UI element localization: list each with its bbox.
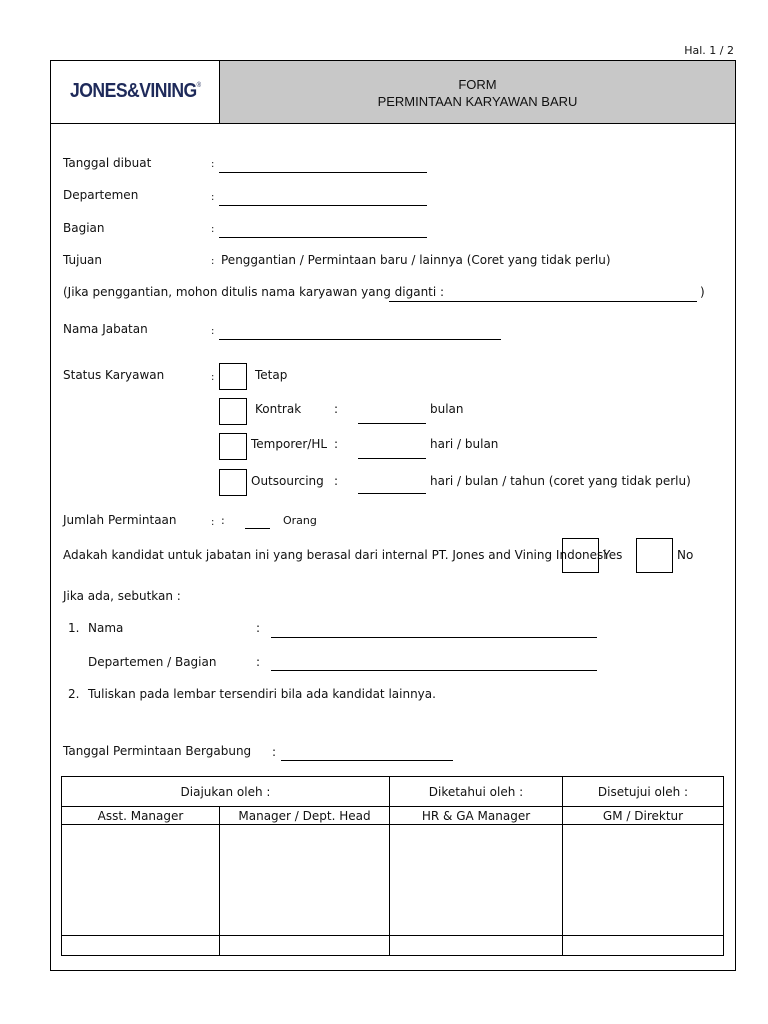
signature-name-cell[interactable] (220, 936, 390, 956)
signature-cell[interactable] (563, 825, 724, 936)
temporer-suffix: hari / bulan (430, 437, 499, 451)
colon: : (211, 224, 215, 235)
colon: : (211, 326, 215, 337)
internal-question: Adakah kandidat untuk jabatan ini yang berasal dari internal PT. Jones and Vining Indonesi (63, 548, 607, 562)
role-gm: GM / Direktur (563, 807, 724, 825)
role-asst-manager: Asst. Manager (62, 807, 220, 825)
group-diajukan: Diajukan oleh : (62, 777, 390, 807)
close-paren: ) (700, 285, 705, 299)
colon: : (256, 621, 261, 635)
group-disetujui: Disetujui oleh : (563, 777, 724, 807)
departemen-field[interactable] (219, 205, 427, 206)
signature-name-cell[interactable] (390, 936, 563, 956)
signature-name-cell[interactable] (563, 936, 724, 956)
checkbox-outsourcing[interactable] (219, 469, 247, 496)
group-diketahui: Diketahui oleh : (390, 777, 563, 807)
colon: : (221, 514, 225, 527)
jumlah-field[interactable] (245, 528, 270, 529)
label-tujuan: Tujuan (63, 253, 103, 267)
candidate-nama-field[interactable] (271, 637, 597, 638)
signature-cell[interactable] (62, 825, 220, 936)
kontrak-duration-field[interactable] (358, 423, 426, 424)
temporer-duration-field[interactable] (358, 458, 426, 459)
label-tanggal-bergabung: Tanggal Permintaan Bergabung (63, 744, 252, 758)
label-tanggal-dibuat: Tanggal dibuat (63, 156, 152, 170)
checkbox-no[interactable] (636, 538, 673, 573)
checkbox-tetap[interactable] (219, 363, 247, 390)
tanggal-dibuat-field[interactable] (219, 172, 427, 173)
tanggal-bergabung-field[interactable] (281, 760, 453, 761)
signature-cell[interactable] (220, 825, 390, 936)
label-nama-jabatan: Nama Jabatan (63, 322, 148, 336)
colon: : (334, 402, 339, 416)
form-title-line2: PERMINTAAN KARYAWAN BARU (377, 94, 578, 109)
colon: : (211, 192, 215, 203)
colon: : (334, 474, 339, 488)
no-label: No (677, 548, 694, 562)
role-hr-ga: HR & GA Manager (390, 807, 563, 825)
label-status-karyawan: Status Karyawan (63, 368, 165, 382)
label-candidate-departemen: Departemen / Bagian (88, 655, 217, 669)
logo-text: JONES&VINING (70, 80, 197, 102)
candidate-item2-text: Tuliskan pada lembar tersendiri bila ada kandidat lainnya. (88, 687, 436, 701)
outsourcing-duration-field[interactable] (358, 493, 426, 494)
label-jumlah-permintaan: Jumlah Permintaan (63, 513, 177, 527)
jika-ada-label: Jika ada, sebutkan : (63, 589, 181, 603)
status-temporer-label: Temporer/HL (251, 437, 328, 451)
form-title-line1: FORM (458, 77, 497, 92)
page-number: Hal. 1 / 2 (684, 44, 734, 57)
status-kontrak-label: Kontrak (255, 402, 302, 416)
yes-label: Yes (603, 548, 623, 562)
signature-cell[interactable] (390, 825, 563, 936)
colon: : (256, 655, 261, 669)
candidate-item2-number: 2. (68, 687, 80, 701)
signature-name-cell[interactable] (62, 936, 220, 956)
checkbox-kontrak[interactable] (219, 398, 247, 425)
checkbox-yes[interactable] (562, 538, 599, 573)
kontrak-suffix: bulan (430, 402, 464, 416)
status-outsourcing-label: Outsourcing (251, 474, 324, 488)
form-header (220, 61, 735, 123)
colon: : (272, 745, 277, 759)
label-bagian: Bagian (63, 221, 105, 235)
candidate-departemen-field[interactable] (271, 670, 597, 671)
tujuan-value: Penggantian / Permintaan baru / lainnya (Coret yang tidak perlu) (221, 253, 611, 267)
candidate-item1-number: 1. (68, 621, 80, 635)
status-tetap-label: Tetap (255, 368, 288, 382)
penggantian-note: (Jika penggantian, mohon ditulis nama karyawan yang diganti : (63, 285, 445, 299)
role-manager: Manager / Dept. Head (220, 807, 390, 825)
signature-name-row (62, 936, 724, 956)
bagian-field[interactable] (219, 237, 427, 238)
logo-registered-mark: ® (196, 82, 201, 89)
signature-table (61, 776, 724, 956)
checkbox-temporer[interactable] (219, 433, 247, 460)
label-candidate-nama: Nama (88, 621, 124, 635)
signature-role-row (62, 807, 724, 825)
orang-label: Orang (283, 514, 317, 527)
company-logo (70, 80, 201, 103)
colon: : (211, 372, 215, 383)
nama-jabatan-field[interactable] (219, 339, 501, 340)
outsourcing-suffix: hari / bulan / tahun (coret yang tidak perlu) (430, 474, 691, 488)
karyawan-diganti-field[interactable] (389, 301, 697, 302)
header-divider (51, 123, 735, 124)
signature-group-row (62, 777, 724, 807)
colon: : (211, 159, 215, 170)
colon: : (334, 437, 339, 451)
colon: : (211, 517, 215, 528)
signature-space-row (62, 825, 724, 936)
label-departemen: Departemen (63, 188, 139, 202)
colon: : (211, 256, 215, 267)
